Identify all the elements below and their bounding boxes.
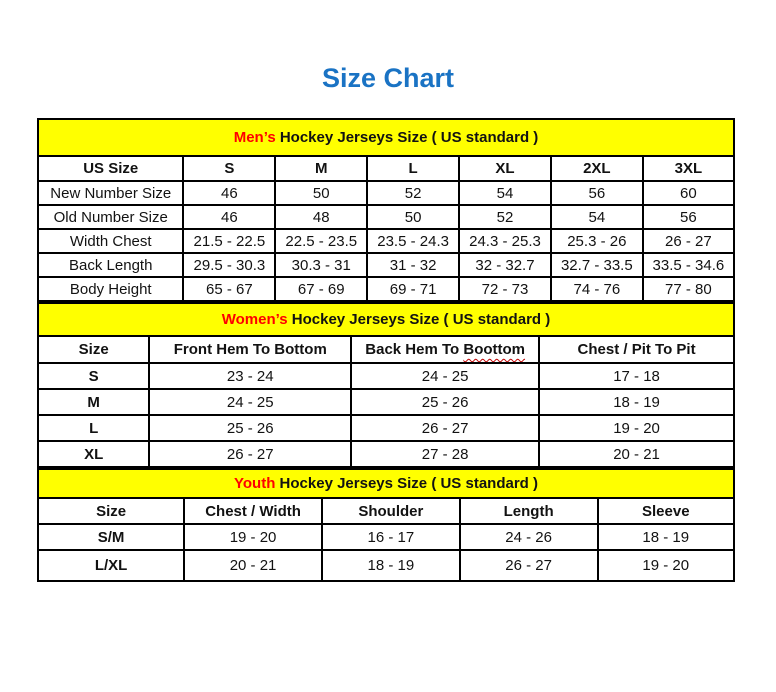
table-row — [38, 277, 734, 301]
cell-value: 19 - 20 — [184, 524, 322, 550]
page-title: Size Chart — [321, 63, 455, 93]
cell-value: 54 — [551, 205, 643, 229]
cell-value: 67 - 69 — [275, 277, 367, 301]
column-header — [351, 336, 539, 363]
cell-value: 26 - 27 — [149, 441, 351, 467]
cell-value: 25 - 26 — [149, 415, 351, 441]
row-label: S — [38, 363, 149, 389]
size-table-womens — [37, 302, 735, 468]
table-row — [38, 415, 734, 441]
cell-value: 25 - 26 — [351, 389, 539, 415]
cell-value: 24.3 - 25.3 — [459, 229, 551, 253]
row-label: Old Number Size — [38, 205, 183, 229]
cell-value: 24 - 25 — [149, 389, 351, 415]
cell-value: 69 - 71 — [367, 277, 459, 301]
table-row — [38, 441, 734, 467]
band-title-rest: Hockey Jerseys Size ( US standard ) — [275, 475, 538, 492]
cell-value: 54 — [459, 181, 551, 205]
row-label: S/M — [38, 524, 184, 550]
size-table-mens — [37, 118, 735, 302]
cell-value: 46 — [183, 205, 275, 229]
youth-size-table-section — [37, 468, 735, 582]
cell-value: 60 — [643, 181, 734, 205]
row-label: M — [38, 389, 149, 415]
column-header-misspelled-word: Boottom — [463, 341, 526, 358]
column-header: Size — [38, 336, 149, 363]
column-header: Size — [38, 498, 184, 524]
cell-value: 18 - 19 — [598, 524, 734, 550]
cell-value: 65 - 67 — [183, 277, 275, 301]
womens-size-table-section — [37, 302, 735, 468]
cell-value: 16 - 17 — [322, 524, 460, 550]
table-row — [38, 229, 734, 253]
cell-value: 22.5 - 23.5 — [275, 229, 367, 253]
column-header: 2XL — [551, 156, 643, 181]
cell-value: 32 - 32.7 — [459, 253, 551, 277]
column-header: S — [183, 156, 275, 181]
cell-value: 56 — [643, 205, 734, 229]
cell-value: 24 - 25 — [351, 363, 539, 389]
table-row — [38, 363, 734, 389]
table-header-row — [38, 336, 734, 363]
column-header: 3XL — [643, 156, 734, 181]
band-title-accent: Women’s — [221, 311, 288, 328]
table-header-row — [38, 498, 734, 524]
row-label: L — [38, 415, 149, 441]
column-header: Length — [460, 498, 598, 524]
column-header: US Size — [38, 156, 183, 181]
cell-value: 46 — [183, 181, 275, 205]
cell-value: 18 - 19 — [322, 550, 460, 581]
table-row — [38, 181, 734, 205]
row-label: L/XL — [38, 550, 184, 581]
cell-value: 52 — [367, 181, 459, 205]
column-header: Chest / Width — [184, 498, 322, 524]
column-header: Chest / Pit To Pit — [539, 336, 734, 363]
band-title-rest: Hockey Jerseys Size ( US standard ) — [275, 129, 539, 146]
size-table-youth — [37, 468, 735, 582]
cell-value: 24 - 26 — [460, 524, 598, 550]
cell-value: 31 - 32 — [367, 253, 459, 277]
column-header: XL — [459, 156, 551, 181]
column-header: Sleeve — [598, 498, 734, 524]
column-header: M — [275, 156, 367, 181]
row-label: New Number Size — [38, 181, 183, 205]
table-row — [38, 205, 734, 229]
cell-value: 26 - 27 — [351, 415, 539, 441]
mens-size-table-section — [37, 118, 735, 302]
table-band-row — [38, 469, 734, 498]
cell-value: 20 - 21 — [539, 441, 734, 467]
cell-value: 27 - 28 — [351, 441, 539, 467]
band-title-accent: Youth — [234, 475, 276, 492]
band-title-rest: Hockey Jerseys Size ( US standard ) — [287, 311, 551, 328]
cell-value: 72 - 73 — [459, 277, 551, 301]
row-label: Width Chest — [38, 229, 183, 253]
row-label: XL — [38, 441, 149, 467]
cell-value: 19 - 20 — [539, 415, 734, 441]
column-header: L — [367, 156, 459, 181]
cell-value: 77 - 80 — [643, 277, 734, 301]
cell-value: 52 — [459, 205, 551, 229]
column-header: Front Hem To Bottom — [149, 336, 351, 363]
cell-value: 21.5 - 22.5 — [183, 229, 275, 253]
cell-value: 26 - 27 — [460, 550, 598, 581]
column-header: Shoulder — [322, 498, 460, 524]
cell-value: 33.5 - 34.6 — [643, 253, 734, 277]
cell-value: 32.7 - 33.5 — [551, 253, 643, 277]
row-label: Body Height — [38, 277, 183, 301]
table-band-row — [38, 119, 734, 156]
band-title-accent: Men’s — [233, 129, 276, 146]
table-band-title-mens — [38, 119, 734, 156]
table-band-title-womens — [38, 303, 734, 336]
cell-value: 19 - 20 — [598, 550, 734, 581]
cell-value: 17 - 18 — [539, 363, 734, 389]
table-row — [38, 550, 734, 581]
cell-value: 20 - 21 — [184, 550, 322, 581]
cell-value: 25.3 - 26 — [551, 229, 643, 253]
table-band-title-youth — [38, 469, 734, 498]
cell-value: 26 - 27 — [643, 229, 734, 253]
table-row — [38, 389, 734, 415]
row-label: Back Length — [38, 253, 183, 277]
cell-value: 18 - 19 — [539, 389, 734, 415]
table-band-row — [38, 303, 734, 336]
cell-value: 30.3 - 31 — [275, 253, 367, 277]
cell-value: 48 — [275, 205, 367, 229]
cell-value: 50 — [275, 181, 367, 205]
table-row — [38, 524, 734, 550]
size-tables-container — [37, 118, 735, 582]
column-header-text: Back Hem To — [365, 341, 464, 358]
cell-value: 56 — [551, 181, 643, 205]
cell-value: 23.5 - 24.3 — [367, 229, 459, 253]
cell-value: 74 - 76 — [551, 277, 643, 301]
cell-value: 50 — [367, 205, 459, 229]
table-row — [38, 253, 734, 277]
table-header-row — [38, 156, 734, 181]
cell-value: 23 - 24 — [149, 363, 351, 389]
cell-value: 29.5 - 30.3 — [183, 253, 275, 277]
